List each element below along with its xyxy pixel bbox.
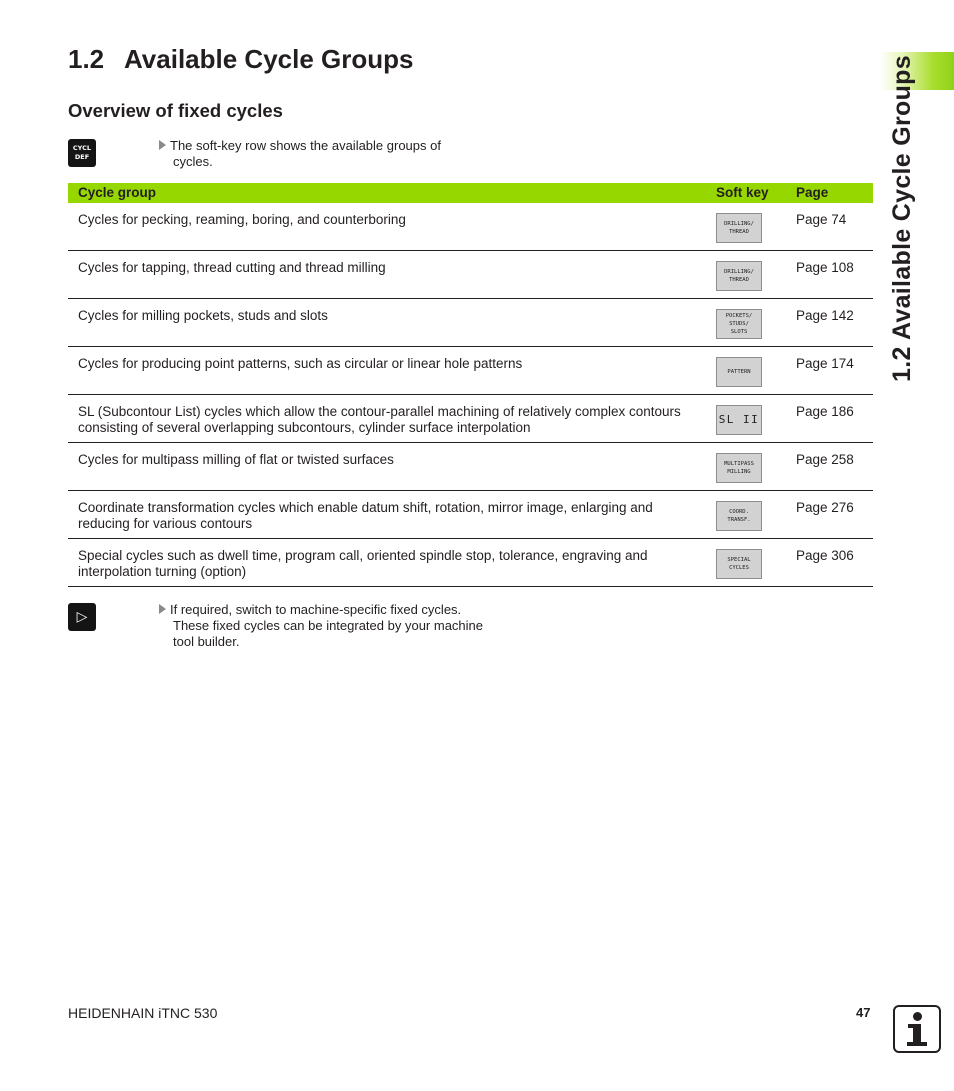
soft-key-label: TRANSF. [727, 517, 751, 523]
cycle-group-description: SL (Subcontour List) cycles which allow the contour-parallel machining of relatively complex contours consisting of several overlapping subcontours, cylinder surface interpolation [68, 395, 696, 443]
page-reference: Page 142 [786, 299, 873, 347]
soft-key-icon [716, 549, 762, 579]
soft-key-icon [716, 309, 762, 339]
table-row [68, 203, 873, 251]
section-number: 1.2 [68, 44, 105, 74]
section-title: Available Cycle Groups [124, 44, 414, 74]
soft-key-label: POCKETS/ [725, 313, 753, 319]
soft-key-label: STUDS/ [729, 321, 749, 327]
soft-key-icon [716, 213, 762, 243]
cycle-group-description: Coordinate transformation cycles which enable datum shift, rotation, mirror image, enlarging and reducing for various contours [68, 491, 696, 539]
table-row [68, 395, 873, 443]
arrow-glyph: ▷ [76, 608, 88, 625]
soft-key-label: COORD. [729, 509, 749, 515]
info-icon [893, 1005, 941, 1053]
cycle-group-description: Special cycles such as dwell time, program call, oriented spindle stop, tolerance, engraving and interpolation turning (option) [68, 539, 696, 587]
cycl-def-key-icon [68, 139, 96, 167]
soft-key-label: THREAD [729, 277, 749, 283]
soft-key-icon [716, 405, 762, 435]
cycle-group-description: Cycles for tapping, thread cutting and thread milling [68, 251, 696, 299]
page-reference: Page 186 [786, 395, 873, 443]
table-row [68, 443, 873, 491]
soft-key-label: DRILLING/ [724, 269, 754, 275]
page-number: 47 [856, 1005, 871, 1020]
note2-line1: If required, switch to machine-specific fixed cycles. [170, 602, 462, 617]
side-section-title: 1.2 Available Cycle Groups [888, 55, 916, 382]
note2-line3: tool builder. [173, 634, 240, 649]
triangle-bullet-icon [159, 604, 166, 614]
soft-key-label: CYCLES [729, 565, 749, 571]
soft-key-icon [716, 453, 762, 483]
soft-key-icon [716, 501, 762, 531]
soft-key-cell [696, 251, 786, 299]
column-header-soft-key: Soft key [696, 183, 786, 203]
cycle-group-description: Cycles for milling pockets, studs and slots [68, 299, 696, 347]
page-title [68, 44, 413, 75]
column-header-page: Page [786, 183, 873, 203]
cycle-groups-table [68, 183, 873, 587]
table-row [68, 491, 873, 539]
column-header-cycle-group: Cycle group [68, 183, 696, 203]
note-softkey-row [159, 138, 499, 170]
soft-key-label: THREAD [729, 229, 749, 235]
note1-line1: The soft-key row shows the available groups of [170, 138, 441, 153]
soft-key-cell [696, 203, 786, 251]
soft-key-icon [716, 261, 762, 291]
cycle-group-description: Cycles for pecking, reaming, boring, and counterboring [68, 203, 696, 251]
soft-key-cell [696, 347, 786, 395]
soft-key-label: MULTIPASS [724, 461, 754, 467]
soft-key-cell [696, 395, 786, 443]
cycl-def-key-line1: CYCL [72, 144, 92, 152]
table-row [68, 299, 873, 347]
table-row [68, 347, 873, 395]
cycl-def-key-line2: DEF [74, 153, 90, 161]
table-row [68, 539, 873, 587]
soft-key-label: DRILLING/ [724, 221, 754, 227]
table-row [68, 251, 873, 299]
cycle-group-description: Cycles for producing point patterns, such as circular or linear hole patterns [68, 347, 696, 395]
note1-line2: cycles. [173, 154, 213, 169]
table-header-row [68, 183, 873, 203]
page-reference: Page 74 [786, 203, 873, 251]
soft-key-cell [696, 443, 786, 491]
soft-key-label: MILLING [727, 469, 751, 475]
page-reference: Page 258 [786, 443, 873, 491]
soft-key-cell [696, 539, 786, 587]
arrow-right-key-icon [68, 603, 96, 631]
cycle-group-description: Cycles for multipass milling of flat or twisted surfaces [68, 443, 696, 491]
triangle-bullet-icon [159, 140, 166, 150]
page-reference: Page 306 [786, 539, 873, 587]
note2-line2: These fixed cycles can be integrated by your machine [173, 618, 484, 633]
note-machine-specific [159, 602, 529, 650]
soft-key-label: SPECIAL [727, 557, 751, 563]
soft-key-label: SL II [718, 413, 760, 426]
page-reference: Page 174 [786, 347, 873, 395]
page-reference: Page 108 [786, 251, 873, 299]
soft-key-cell [696, 491, 786, 539]
soft-key-icon [716, 357, 762, 387]
page-reference: Page 276 [786, 491, 873, 539]
soft-key-label: SLOTS [730, 329, 748, 335]
soft-key-cell [696, 299, 786, 347]
soft-key-label: PATTERN [727, 369, 751, 375]
footer-product: HEIDENHAIN iTNC 530 [68, 1005, 218, 1021]
subsection-title: Overview of fixed cycles [68, 100, 283, 121]
